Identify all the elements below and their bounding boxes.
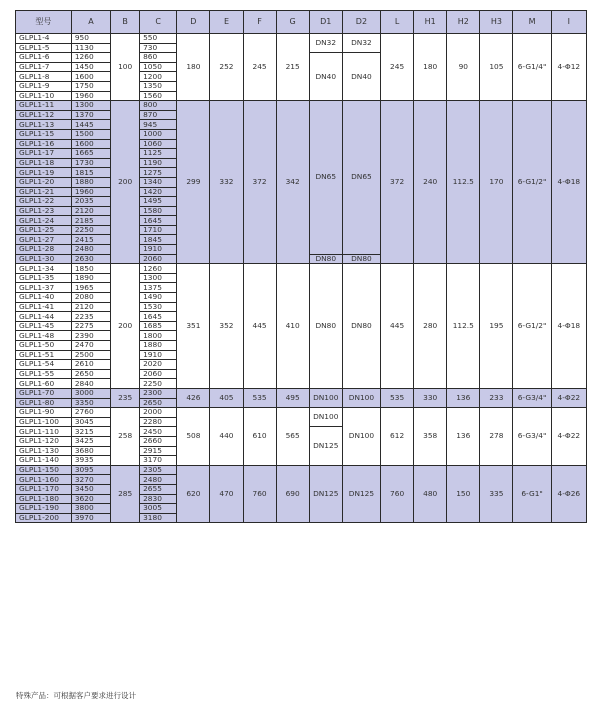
a-cell: 3680 <box>71 446 110 456</box>
c-cell: 1050 <box>140 62 177 72</box>
c-cell: 550 <box>140 34 177 44</box>
a-cell: 2185 <box>71 216 110 226</box>
f-cell: 372 <box>243 101 276 264</box>
d-cell: 426 <box>177 388 210 407</box>
model-cell: GLPL1-120 <box>16 436 72 446</box>
model-cell: GLPL1-110 <box>16 427 72 437</box>
model-cell: GLPL1-27 <box>16 235 72 245</box>
model-cell: GLPL1-41 <box>16 302 72 312</box>
model-cell: GLPL1-23 <box>16 206 72 216</box>
c-cell: 2305 <box>140 465 177 475</box>
model-cell: GLPL1-21 <box>16 187 72 197</box>
a-cell: 1445 <box>71 120 110 130</box>
c-cell: 870 <box>140 110 177 120</box>
g-cell: 565 <box>276 408 309 466</box>
a-cell: 2610 <box>71 360 110 370</box>
e-cell: 470 <box>210 465 243 523</box>
b-cell: 100 <box>111 34 140 101</box>
b-cell: 200 <box>111 264 140 389</box>
l-cell: 245 <box>381 34 414 101</box>
c-cell: 2915 <box>140 446 177 456</box>
header-cell: I <box>551 11 586 34</box>
c-cell: 2480 <box>140 475 177 485</box>
h1-cell: 180 <box>414 34 447 101</box>
model-cell: GLPL1-13 <box>16 120 72 130</box>
g-cell: 690 <box>276 465 309 523</box>
table-row <box>16 34 587 44</box>
c-cell: 1910 <box>140 245 177 255</box>
c-cell: 1530 <box>140 302 177 312</box>
a-cell: 3620 <box>71 494 110 504</box>
c-cell: 730 <box>140 43 177 53</box>
c-cell: 2450 <box>140 427 177 437</box>
c-cell: 3180 <box>140 513 177 523</box>
c-cell: 1190 <box>140 158 177 168</box>
a-cell: 2120 <box>71 302 110 312</box>
d2-cell: DN100 <box>342 388 380 407</box>
c-cell: 2300 <box>140 388 177 398</box>
header-cell: D2 <box>342 11 380 34</box>
h2-cell: 90 <box>447 34 480 101</box>
c-cell: 1560 <box>140 91 177 101</box>
c-cell: 2660 <box>140 436 177 446</box>
a-cell: 1890 <box>71 273 110 283</box>
h1-cell: 240 <box>414 101 447 264</box>
a-cell: 1850 <box>71 264 110 274</box>
m-cell: 6-G3/4" <box>513 388 551 407</box>
c-cell: 1490 <box>140 293 177 303</box>
l-cell: 760 <box>381 465 414 523</box>
h3-cell: 335 <box>480 465 513 523</box>
c-cell: 1060 <box>140 139 177 149</box>
c-cell: 2000 <box>140 408 177 418</box>
model-cell: GLPL1-200 <box>16 513 72 523</box>
c-cell: 1645 <box>140 216 177 226</box>
model-cell: GLPL1-20 <box>16 177 72 187</box>
a-cell: 2250 <box>71 225 110 235</box>
model-cell: GLPL1-100 <box>16 417 72 427</box>
a-cell: 2275 <box>71 321 110 331</box>
d-cell: 299 <box>177 101 210 264</box>
footnote: 特殊产品：可根据客户要求进行设计 <box>16 691 136 700</box>
c-cell: 1375 <box>140 283 177 293</box>
h2-cell: 112.5 <box>447 264 480 389</box>
i-cell: 4-Φ12 <box>551 34 586 101</box>
c-cell: 1685 <box>140 321 177 331</box>
a-cell: 3350 <box>71 398 110 408</box>
i-cell: 4-Φ18 <box>551 101 586 264</box>
h1-cell: 358 <box>414 408 447 466</box>
d-cell: 508 <box>177 408 210 466</box>
header-cell: H2 <box>447 11 480 34</box>
a-cell: 1260 <box>71 53 110 63</box>
a-cell: 1665 <box>71 149 110 159</box>
c-cell: 2650 <box>140 398 177 408</box>
model-cell: GLPL1-12 <box>16 110 72 120</box>
a-cell: 1880 <box>71 177 110 187</box>
c-cell: 1495 <box>140 197 177 207</box>
i-cell: 4-Φ18 <box>551 264 586 389</box>
model-cell: GLPL1-130 <box>16 446 72 456</box>
header-cell: B <box>111 11 140 34</box>
a-cell: 1815 <box>71 168 110 178</box>
c-cell: 1260 <box>140 264 177 274</box>
m-cell: 6-G1" <box>513 465 551 523</box>
i-cell: 4-Φ22 <box>551 408 586 466</box>
c-cell: 2280 <box>140 417 177 427</box>
b-cell: 235 <box>111 388 140 407</box>
a-cell: 3215 <box>71 427 110 437</box>
c-cell: 2060 <box>140 254 177 264</box>
h2-cell: 150 <box>447 465 480 523</box>
c-cell: 1340 <box>140 177 177 187</box>
a-cell: 2080 <box>71 293 110 303</box>
d1-cell: DN65 <box>309 101 342 255</box>
i-cell: 4-Φ26 <box>551 465 586 523</box>
model-cell: GLPL1-190 <box>16 504 72 514</box>
g-cell: 342 <box>276 101 309 264</box>
c-cell: 1350 <box>140 81 177 91</box>
header-cell: M <box>513 11 551 34</box>
a-cell: 1600 <box>71 72 110 82</box>
b-cell: 258 <box>111 408 140 466</box>
header-cell: H3 <box>480 11 513 34</box>
d2-cell: DN80 <box>342 254 380 264</box>
model-cell: GLPL1-7 <box>16 62 72 72</box>
model-cell: GLPL1-19 <box>16 168 72 178</box>
c-cell: 1800 <box>140 331 177 341</box>
model-cell: GLPL1-10 <box>16 91 72 101</box>
c-cell: 2060 <box>140 369 177 379</box>
f-cell: 535 <box>243 388 276 407</box>
a-cell: 950 <box>71 34 110 44</box>
model-cell: GLPL1-5 <box>16 43 72 53</box>
d1-cell: DN80 <box>309 264 342 389</box>
f-cell: 445 <box>243 264 276 389</box>
d2-cell: DN100 <box>342 408 380 466</box>
a-cell: 2480 <box>71 245 110 255</box>
header-cell: 型号 <box>16 11 72 34</box>
a-cell: 3800 <box>71 504 110 514</box>
e-cell: 252 <box>210 34 243 101</box>
h3-cell: 233 <box>480 388 513 407</box>
header-cell: A <box>71 11 110 34</box>
model-cell: GLPL1-54 <box>16 360 72 370</box>
a-cell: 2760 <box>71 408 110 418</box>
d2-cell: DN32 <box>342 34 380 53</box>
a-cell: 2500 <box>71 350 110 360</box>
c-cell: 1125 <box>140 149 177 159</box>
header-cell: H1 <box>414 11 447 34</box>
table-row <box>16 408 587 418</box>
c-cell: 945 <box>140 120 177 130</box>
a-cell: 3000 <box>71 388 110 398</box>
h1-cell: 280 <box>414 264 447 389</box>
m-cell: 6-G1/2" <box>513 101 551 264</box>
a-cell: 3935 <box>71 456 110 466</box>
model-cell: GLPL1-9 <box>16 81 72 91</box>
g-cell: 215 <box>276 34 309 101</box>
c-cell: 3005 <box>140 504 177 514</box>
b-cell: 285 <box>111 465 140 523</box>
model-cell: GLPL1-70 <box>16 388 72 398</box>
a-cell: 3425 <box>71 436 110 446</box>
e-cell: 440 <box>210 408 243 466</box>
header-row <box>16 11 587 34</box>
c-cell: 3170 <box>140 456 177 466</box>
a-cell: 2415 <box>71 235 110 245</box>
h3-cell: 105 <box>480 34 513 101</box>
model-cell: GLPL1-8 <box>16 72 72 82</box>
d1-cell: DN100 <box>309 408 342 427</box>
a-cell: 2390 <box>71 331 110 341</box>
model-cell: GLPL1-150 <box>16 465 72 475</box>
h1-cell: 330 <box>414 388 447 407</box>
c-cell: 1880 <box>140 341 177 351</box>
d2-cell: DN40 <box>342 53 380 101</box>
i-cell: 4-Φ22 <box>551 388 586 407</box>
d1-cell: DN40 <box>309 53 342 101</box>
l-cell: 535 <box>381 388 414 407</box>
model-cell: GLPL1-17 <box>16 149 72 159</box>
header-cell: C <box>140 11 177 34</box>
c-cell: 1645 <box>140 312 177 322</box>
model-cell: GLPL1-16 <box>16 139 72 149</box>
header-cell: D <box>177 11 210 34</box>
h3-cell: 170 <box>480 101 513 264</box>
d-cell: 620 <box>177 465 210 523</box>
a-cell: 1450 <box>71 62 110 72</box>
table-row <box>16 264 587 274</box>
d2-cell: DN80 <box>342 264 380 389</box>
table-row <box>16 388 587 398</box>
a-cell: 2840 <box>71 379 110 389</box>
l-cell: 372 <box>381 101 414 264</box>
a-cell: 2235 <box>71 312 110 322</box>
model-cell: GLPL1-50 <box>16 341 72 351</box>
a-cell: 1960 <box>71 91 110 101</box>
f-cell: 245 <box>243 34 276 101</box>
b-cell: 200 <box>111 101 140 264</box>
model-cell: GLPL1-6 <box>16 53 72 63</box>
d-cell: 180 <box>177 34 210 101</box>
a-cell: 2120 <box>71 206 110 216</box>
d2-cell: DN65 <box>342 101 380 255</box>
model-cell: GLPL1-4 <box>16 34 72 44</box>
a-cell: 1965 <box>71 283 110 293</box>
a-cell: 3450 <box>71 484 110 494</box>
h1-cell: 480 <box>414 465 447 523</box>
c-cell: 2655 <box>140 484 177 494</box>
m-cell: 6-G3/4" <box>513 408 551 466</box>
a-cell: 1750 <box>71 81 110 91</box>
model-cell: GLPL1-48 <box>16 331 72 341</box>
model-cell: GLPL1-24 <box>16 216 72 226</box>
model-cell: GLPL1-160 <box>16 475 72 485</box>
model-cell: GLPL1-51 <box>16 350 72 360</box>
model-cell: GLPL1-18 <box>16 158 72 168</box>
c-cell: 2250 <box>140 379 177 389</box>
model-cell: GLPL1-30 <box>16 254 72 264</box>
c-cell: 800 <box>140 101 177 111</box>
d2-cell: DN125 <box>342 465 380 523</box>
h3-cell: 195 <box>480 264 513 389</box>
d1-cell: DN125 <box>309 427 342 465</box>
c-cell: 1420 <box>140 187 177 197</box>
c-cell: 1710 <box>140 225 177 235</box>
header-cell: E <box>210 11 243 34</box>
e-cell: 405 <box>210 388 243 407</box>
c-cell: 1300 <box>140 273 177 283</box>
d1-cell: DN80 <box>309 254 342 264</box>
model-cell: GLPL1-140 <box>16 456 72 466</box>
header-cell: G <box>276 11 309 34</box>
e-cell: 352 <box>210 264 243 389</box>
d-cell: 351 <box>177 264 210 389</box>
model-cell: GLPL1-90 <box>16 408 72 418</box>
model-cell: GLPL1-22 <box>16 197 72 207</box>
c-cell: 1275 <box>140 168 177 178</box>
g-cell: 495 <box>276 388 309 407</box>
a-cell: 3270 <box>71 475 110 485</box>
a-cell: 2650 <box>71 369 110 379</box>
g-cell: 410 <box>276 264 309 389</box>
model-cell: GLPL1-25 <box>16 225 72 235</box>
a-cell: 3970 <box>71 513 110 523</box>
l-cell: 612 <box>381 408 414 466</box>
header-cell: F <box>243 11 276 34</box>
l-cell: 445 <box>381 264 414 389</box>
model-cell: GLPL1-44 <box>16 312 72 322</box>
c-cell: 2020 <box>140 360 177 370</box>
model-cell: GLPL1-28 <box>16 245 72 255</box>
table-row <box>16 101 587 111</box>
model-cell: GLPL1-45 <box>16 321 72 331</box>
header-cell: D1 <box>309 11 342 34</box>
h3-cell: 278 <box>480 408 513 466</box>
model-cell: GLPL1-35 <box>16 273 72 283</box>
a-cell: 2630 <box>71 254 110 264</box>
e-cell: 332 <box>210 101 243 264</box>
spec-table-wrapper <box>15 10 587 523</box>
table-row <box>16 465 587 475</box>
a-cell: 2470 <box>71 341 110 351</box>
c-cell: 860 <box>140 53 177 63</box>
a-cell: 1130 <box>71 43 110 53</box>
f-cell: 760 <box>243 465 276 523</box>
c-cell: 1000 <box>140 129 177 139</box>
d1-cell: DN32 <box>309 34 342 53</box>
model-cell: GLPL1-180 <box>16 494 72 504</box>
model-cell: GLPL1-60 <box>16 379 72 389</box>
a-cell: 1300 <box>71 101 110 111</box>
a-cell: 1500 <box>71 129 110 139</box>
h2-cell: 136 <box>447 408 480 466</box>
c-cell: 1200 <box>140 72 177 82</box>
model-cell: GLPL1-40 <box>16 293 72 303</box>
a-cell: 1730 <box>71 158 110 168</box>
spec-table-body <box>16 34 587 523</box>
a-cell: 1370 <box>71 110 110 120</box>
a-cell: 1960 <box>71 187 110 197</box>
c-cell: 1580 <box>140 206 177 216</box>
f-cell: 610 <box>243 408 276 466</box>
c-cell: 1910 <box>140 350 177 360</box>
model-cell: GLPL1-80 <box>16 398 72 408</box>
a-cell: 2035 <box>71 197 110 207</box>
c-cell: 2830 <box>140 494 177 504</box>
d1-cell: DN100 <box>309 388 342 407</box>
model-cell: GLPL1-34 <box>16 264 72 274</box>
m-cell: 6-G1/2" <box>513 264 551 389</box>
model-cell: GLPL1-170 <box>16 484 72 494</box>
model-cell: GLPL1-37 <box>16 283 72 293</box>
header-cell: L <box>381 11 414 34</box>
h2-cell: 112.5 <box>447 101 480 264</box>
a-cell: 1600 <box>71 139 110 149</box>
m-cell: 6-G1/4" <box>513 34 551 101</box>
model-cell: GLPL1-15 <box>16 129 72 139</box>
model-cell: GLPL1-55 <box>16 369 72 379</box>
a-cell: 3045 <box>71 417 110 427</box>
a-cell: 3095 <box>71 465 110 475</box>
c-cell: 1845 <box>140 235 177 245</box>
h2-cell: 136 <box>447 388 480 407</box>
spec-table <box>15 10 587 523</box>
d1-cell: DN125 <box>309 465 342 523</box>
model-cell: GLPL1-11 <box>16 101 72 111</box>
